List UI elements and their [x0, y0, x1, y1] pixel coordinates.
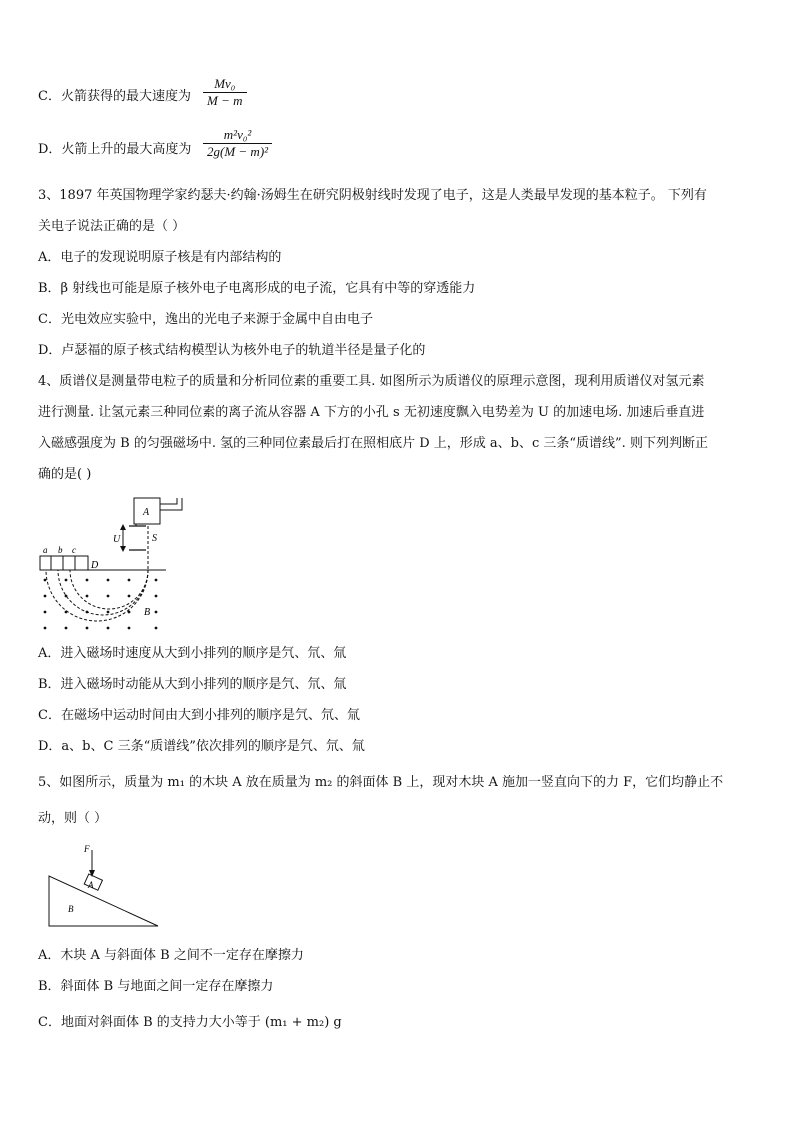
q3-option-a: A．电子的发现说明原子核是有内部结构的	[38, 250, 282, 265]
label-c-line: c	[72, 545, 76, 555]
inlet-pipe	[160, 498, 177, 504]
label-u: U	[113, 534, 121, 545]
q3-stem-line1: 3、1897 年英国物理学家约瑟夫·约翰·汤姆生在研究阴极射线时发现了电子，这是人类最早发现的基本粒子。 下列有	[38, 188, 707, 203]
q3-option-d: D．卢瑟福的原子核式结构模型认为核外电子的轨道半径是量子化的	[38, 343, 426, 358]
trajectory-a	[46, 570, 151, 621]
q5-stem-line1: 5、如图所示，质量为 m₁ 的木块 A 放在质量为 m₂ 的斜面体 B 上，现对木块 A 施加一竖直向下的力 F，它们均静止不	[38, 775, 724, 790]
q4-stem-line3: 入磁感强度为 B 的匀强磁场中. 氢的三种同位素最后打在照相底片 D 上，形成 a、b、c 三条“质谱线”. 则下列判断正	[38, 436, 708, 451]
label-a-line: a	[43, 545, 48, 555]
label-s: S	[152, 533, 157, 544]
magnetic-field-dots	[44, 579, 158, 630]
label-a: A	[143, 507, 150, 518]
q4-stem-line4: 确的是( )	[38, 467, 92, 482]
option-d-top-label: D．火箭上升的最大高度为	[38, 142, 192, 157]
label-d: D	[91, 560, 99, 571]
label-b-field: B	[144, 607, 151, 618]
q4-stem-line2: 进行测量. 让氢元素三种同位素的离子流从容器 A 下方的小孔 s 无初速度飘入电势差为 U 的加速电场. 加速后垂直进	[38, 405, 705, 420]
q5-option-c: C．地面对斜面体 B 的支持力大小等于 (m₁ + m₂) g	[38, 1015, 342, 1030]
q4-option-a: A．进入磁场时速度从大到小排列的顺序是氕、氘、氚	[38, 646, 347, 661]
mass-spectrometer-figure	[36, 490, 186, 640]
option-c-top	[38, 88, 191, 106]
q3-option-c: C．光电效应实验中，逸出的光电子来源于金属中自由电子	[38, 312, 373, 327]
option-c-top-label: C．火箭获得的最大速度为	[38, 89, 191, 104]
fraction-max-velocity	[203, 76, 247, 109]
label-b: B	[68, 904, 74, 914]
label-a: A	[88, 880, 94, 890]
q4-stem-line1: 4、质谱仪是测量带电粒子的质量和分析同位素的重要工具. 如图所示为质谱仪的原理示意图，现利用质谱仪对氢元素	[38, 374, 705, 389]
fraction-max-height	[203, 127, 272, 160]
label-b-line: b	[58, 545, 63, 555]
incline-block-b	[49, 876, 158, 926]
fraction-numerator: Mv₀	[214, 76, 236, 91]
q4-option-c: C．在磁场中运动时间由大到小排列的顺序是氕、氘、氚	[38, 708, 360, 723]
incline-figure	[46, 840, 166, 930]
q4-option-b: B．进入磁场时动能从大到小排列的顺序是氕、氘、氚	[38, 677, 347, 692]
q5-option-b: B．斜面体 B 与地面之间一定存在摩擦力	[38, 979, 274, 994]
q5-option-a: A．木块 A 与斜面体 B 之间不一定存在摩擦力	[38, 948, 304, 963]
fraction-denominator: 2g(M − m)²	[207, 144, 269, 159]
fraction-denominator: M − m	[207, 93, 243, 108]
q3-option-b: B．β 射线也可能是原子核外电子电离形成的电子流，它具有中等的穿透能力	[38, 281, 476, 296]
photo-plate-d	[40, 556, 88, 570]
q5-stem-line2: 动，则（ ）	[38, 811, 108, 826]
fraction-numerator: m²v₀²	[223, 127, 252, 142]
option-d-top	[38, 141, 191, 159]
label-f: F	[84, 844, 90, 854]
q3-stem-line2: 关电子说法正确的是（ ）	[38, 219, 186, 234]
q4-option-d: D．a、b、C 三条“质谱线”依次排列的顺序是氕、氘、氚	[38, 739, 365, 754]
